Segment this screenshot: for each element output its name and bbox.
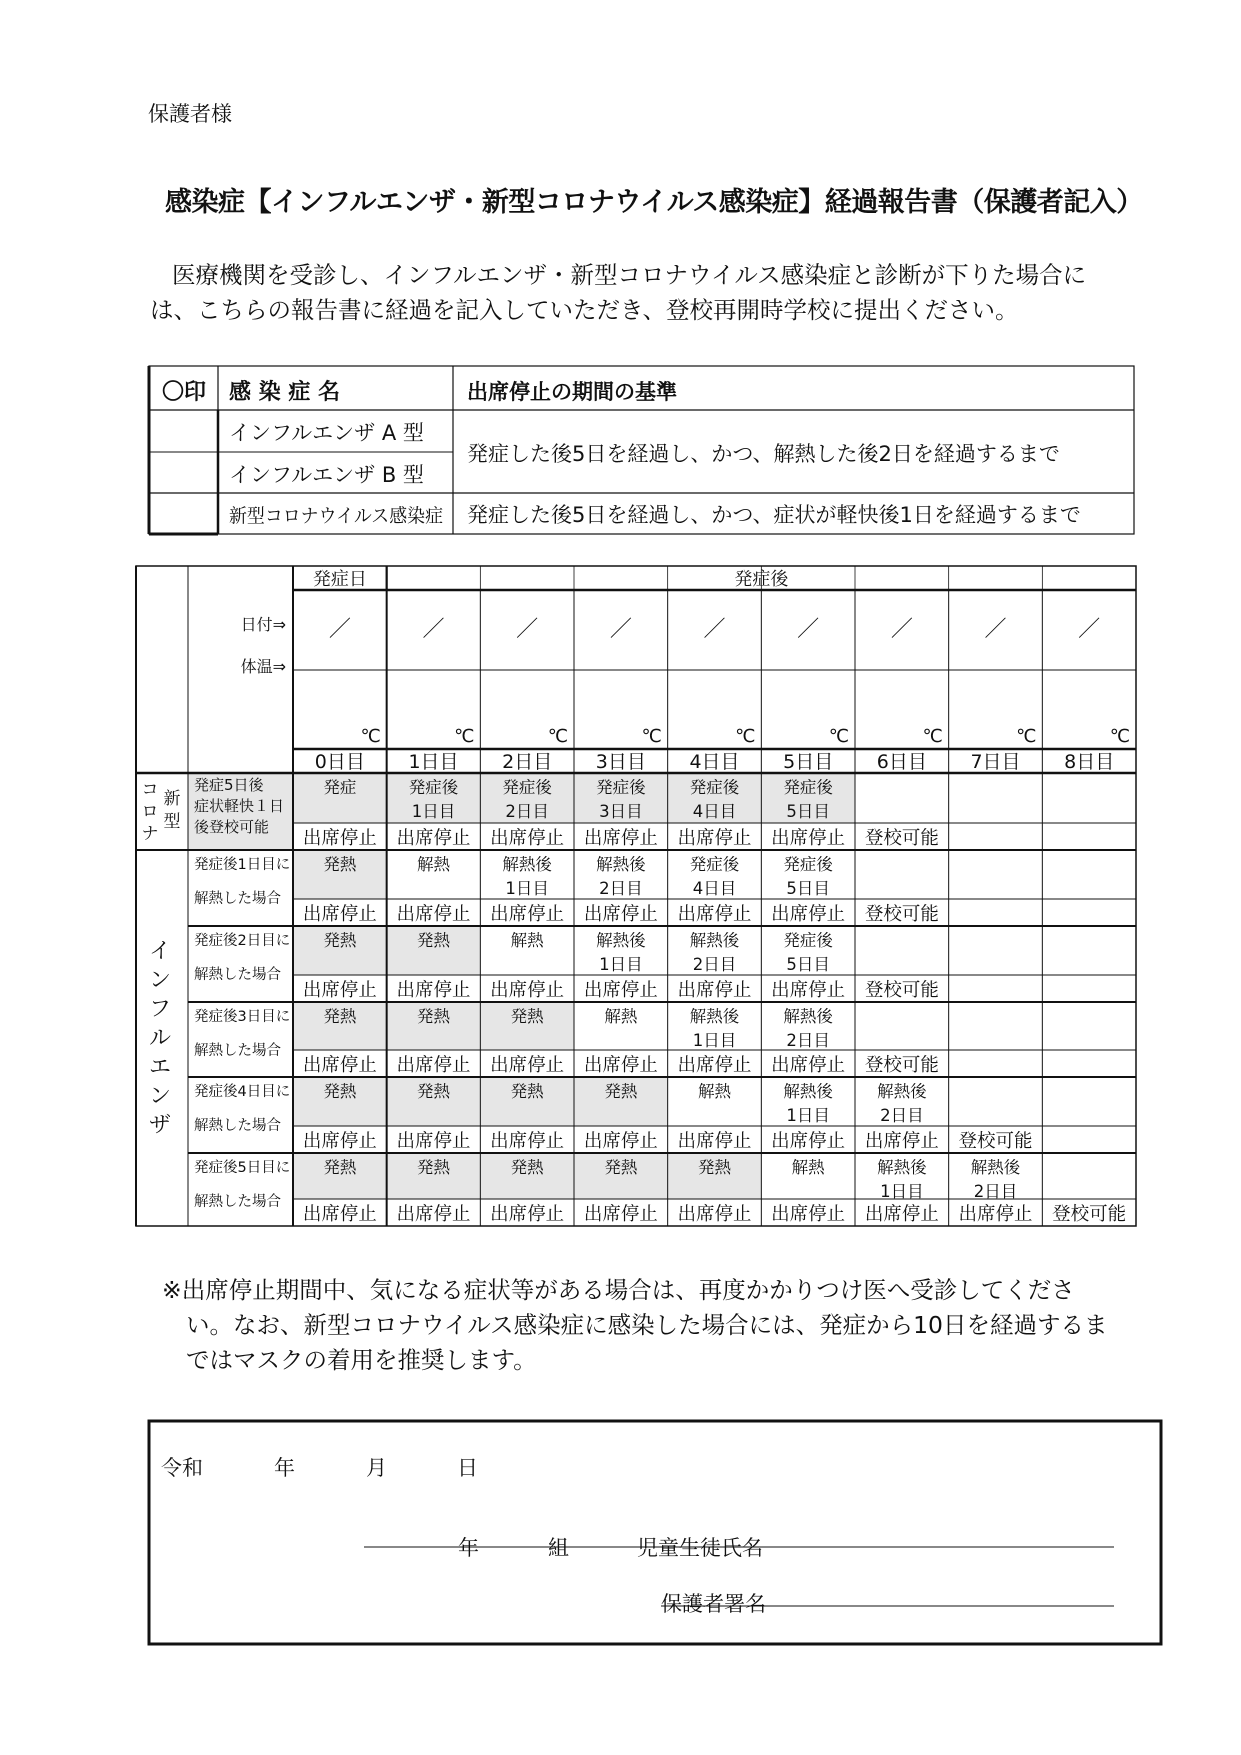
grade-label: 年	[458, 1536, 479, 1560]
student-name-label: 児童生徒氏名	[637, 1536, 763, 1560]
outcome-text: 発熱	[604, 1158, 638, 1177]
class-label: 組	[548, 1536, 569, 1560]
condition-text: 解熱した場合	[194, 1118, 281, 1134]
criteria-period-covid: 発症した後5日を経過し、かつ、症状が軽快後1日を経過するまで	[467, 503, 1081, 527]
flu-group-label: フ	[148, 997, 172, 1022]
status-suspend: 出席停止	[958, 1204, 1033, 1225]
status-suspend: 出席停止	[490, 980, 565, 1001]
day-label: 0日目	[314, 751, 365, 773]
status-suspend: 出席停止	[677, 1204, 752, 1225]
outcome-text: 2日目	[786, 1031, 830, 1050]
day-label-date: 日	[457, 1456, 478, 1480]
status-ok: 登校可能	[864, 828, 939, 849]
status-suspend: 出席停止	[771, 904, 846, 925]
year-label: 年	[274, 1456, 295, 1480]
status-suspend: 出席停止	[583, 1131, 658, 1152]
status-suspend: 出席停止	[396, 1131, 471, 1152]
status-suspend: 出席停止	[771, 1204, 846, 1225]
condition-text: 後登校可能	[194, 818, 270, 836]
condition-text: 発症5日後	[194, 776, 264, 794]
status-suspend: 出席停止	[396, 828, 471, 849]
status-suspend: 出席停止	[583, 828, 658, 849]
outcome-text: 発熱	[417, 1082, 450, 1101]
outcome-text: 発熱	[323, 855, 357, 874]
status-suspend: 出席停止	[864, 1204, 939, 1225]
temp-unit: ℃	[454, 726, 475, 747]
date-row-label: 日付⇒	[240, 615, 286, 634]
outcome-text: 5日目	[786, 955, 830, 974]
status-suspend: 出席停止	[583, 1204, 658, 1225]
condition-text: 発症後2日目に	[194, 933, 291, 949]
temp-unit: ℃	[1016, 726, 1037, 747]
status-ok: 登校可能	[864, 980, 939, 1001]
day-label: 2日目	[502, 751, 553, 773]
outcome-text: 解熱後	[783, 1007, 833, 1026]
outcome-text: 発熱	[510, 1082, 544, 1101]
status-ok: 登校可能	[958, 1131, 1033, 1152]
outcome-text: 2日目	[692, 955, 737, 974]
page-title: 感染症【インフルエンザ・新型コロナウイルス感染症】経過報告書（保護者記入）	[165, 187, 1143, 218]
outcome-text: 1日目	[599, 955, 643, 974]
status-suspend: 出席停止	[302, 1055, 377, 1076]
date-mark: ／	[703, 617, 726, 642]
day-label: 3日目	[595, 751, 646, 773]
status-suspend: 出席停止	[396, 1204, 471, 1225]
outcome-text: 解熱後	[970, 1158, 1021, 1177]
day-label: 6日目	[876, 751, 927, 773]
day-label: 7日目	[970, 751, 1021, 773]
outcome-text: 発熱	[417, 1007, 450, 1026]
outcome-text: 解熱後	[689, 931, 740, 950]
note-line-2: い。なお、新型コロナウイルス感染症に感染した場合には、発症から10日を経過するま	[186, 1311, 1108, 1339]
outcome-text: 発症後	[689, 778, 740, 797]
outcome-text: 解熱	[417, 855, 450, 874]
outcome-text: 発症後	[408, 778, 459, 797]
outcome-text: 発熱	[417, 931, 450, 950]
outcome-text: 解熱後	[783, 1082, 833, 1101]
status-suspend: 出席停止	[302, 1131, 377, 1152]
outcome-text: 1日目	[411, 802, 456, 821]
date-mark: ／	[1078, 617, 1101, 642]
outcome-text: 2日目	[973, 1182, 1018, 1201]
temp-unit: ℃	[828, 726, 849, 747]
status-suspend: 出席停止	[490, 1204, 565, 1225]
status-suspend: 出席停止	[302, 904, 377, 925]
addressee: 保護者様	[148, 102, 232, 126]
outcome-text: 4日目	[692, 879, 737, 898]
outcome-text: 発熱	[510, 1007, 544, 1026]
temp-unit: ℃	[922, 726, 943, 747]
outcome-text: 発症後	[596, 778, 646, 797]
condition-text: 発症後4日目に	[194, 1084, 291, 1100]
status-suspend: 出席停止	[677, 1131, 752, 1152]
status-suspend: 出席停止	[677, 828, 752, 849]
status-suspend: 出席停止	[490, 904, 565, 925]
intro-line-1: 医療機関を受診し、インフルエンザ・新型コロナウイルス感染症と診断が下りた場合に	[172, 261, 1087, 289]
outcome-text: 発熱	[323, 931, 357, 950]
outcome-text: 発症後	[783, 778, 833, 797]
status-suspend: 出席停止	[771, 980, 846, 1001]
outcome-text: 3日目	[599, 802, 643, 821]
outcome-text: 発熱	[604, 1082, 638, 1101]
outcome-text: 5日目	[786, 879, 830, 898]
condition-text: 発症後3日目に	[194, 1009, 291, 1025]
criteria-header-disease: 感 染 症 名	[229, 380, 340, 405]
status-ok: 登校可能	[864, 1055, 939, 1076]
note-line-1: ※出席停止期間中、気になる症状等がある場合は、再度かかりつけ医へ受診してくださ	[162, 1276, 1075, 1304]
era-label: 令和	[161, 1456, 203, 1480]
outcome-text: 1日目	[786, 1106, 830, 1125]
status-suspend: 出席停止	[771, 1131, 846, 1152]
outcome-text: 発症後	[783, 931, 833, 950]
date-mark: ／	[516, 617, 539, 642]
outcome-text: 1日目	[505, 879, 549, 898]
outcome-text: 解熱	[698, 1082, 731, 1101]
status-ok: 登校可能	[864, 904, 939, 925]
status-suspend: 出席停止	[864, 1131, 939, 1152]
condition-text: 症状軽快１日	[194, 797, 285, 815]
month-label: 月	[366, 1456, 387, 1480]
outcome-text: 発症後	[783, 855, 833, 874]
outcome-text: 発症	[323, 778, 357, 797]
covid-group-label: ロ	[141, 802, 159, 822]
flu-group-label: ル	[148, 1026, 172, 1051]
date-mark: ／	[984, 617, 1007, 642]
flu-group-label: ン	[148, 1084, 172, 1109]
outcome-text: 発熱	[323, 1158, 357, 1177]
condition-text: 解熱した場合	[194, 967, 281, 983]
note-line-3: ではマスクの着用を推奨します。	[186, 1346, 537, 1374]
criteria-header-period: 出席停止の期間の基準	[467, 380, 677, 404]
status-suspend: 出席停止	[302, 828, 377, 849]
guardian-signature-label: 保護者署名	[661, 1592, 766, 1616]
after-onset-label: 発症後	[734, 569, 789, 590]
flu-group-label: エ	[148, 1055, 172, 1080]
temp-unit: ℃	[735, 726, 756, 747]
signature-box	[149, 1421, 1161, 1644]
intro-line-2: は、こちらの報告書に経過を記入していただき、登校再開時学校に提出ください。	[150, 296, 1019, 324]
outcome-text: 発熱	[417, 1158, 450, 1177]
status-suspend: 出席停止	[302, 980, 377, 1001]
flu-group-label: ン	[148, 968, 172, 993]
outcome-text: 発症後	[689, 855, 740, 874]
outcome-text: 発症後	[502, 778, 552, 797]
note-paragraph	[162, 1273, 1122, 1378]
status-suspend: 出席停止	[396, 1055, 471, 1076]
outcome-text: 解熱	[604, 1007, 638, 1026]
outcome-text: 発熱	[323, 1007, 357, 1026]
criteria-header-mark: 〇印	[161, 380, 207, 405]
condition-text: 解熱した場合	[194, 1043, 281, 1059]
day-label: 4日目	[689, 751, 740, 773]
condition-text: 発症後1日目に	[194, 857, 291, 873]
date-mark: ／	[328, 617, 351, 642]
outcome-text: 発熱	[510, 1158, 544, 1177]
outcome-text: 2日目	[880, 1106, 924, 1125]
date-mark: ／	[609, 617, 632, 642]
date-mark: ／	[422, 617, 445, 642]
status-suspend: 出席停止	[771, 828, 846, 849]
condition-text: 発症後5日目に	[194, 1160, 291, 1176]
date-mark: ／	[797, 617, 820, 642]
condition-text: 解熱した場合	[194, 891, 281, 907]
outcome-text: 解熱後	[596, 855, 646, 874]
temp-unit: ℃	[1109, 726, 1130, 747]
outcome-text: 解熱後	[877, 1158, 927, 1177]
covid-group-label: コ	[141, 780, 159, 800]
status-ok: 登校可能	[1052, 1204, 1127, 1225]
outcome-text: 発熱	[323, 1082, 357, 1101]
temp-unit: ℃	[547, 726, 568, 747]
flu-group-label: ザ	[148, 1113, 172, 1138]
condition-text: 解熱した場合	[194, 1194, 281, 1210]
temp-unit: ℃	[360, 726, 381, 747]
criteria-disease-flu-a: インフルエンザ A 型	[229, 421, 424, 445]
flu-group-label: イ	[148, 939, 172, 964]
status-suspend: 出席停止	[396, 904, 471, 925]
status-suspend: 出席停止	[771, 1055, 846, 1076]
covid-sub-label: 新	[163, 789, 181, 809]
outcome-text: 発熱	[698, 1158, 731, 1177]
status-suspend: 出席停止	[677, 1055, 752, 1076]
outcome-text: 1日目	[880, 1182, 924, 1201]
status-suspend: 出席停止	[583, 904, 658, 925]
outcome-text: 1日目	[692, 1031, 737, 1050]
status-suspend: 出席停止	[583, 980, 658, 1001]
status-suspend: 出席停止	[490, 1055, 565, 1076]
status-suspend: 出席停止	[490, 828, 565, 849]
status-suspend: 出席停止	[677, 980, 752, 1001]
covid-sub-label: 型	[163, 812, 181, 832]
covid-group-label: ナ	[141, 824, 159, 844]
outcome-text: 解熱後	[689, 1007, 740, 1026]
criteria-period-flu: 発症した後5日を経過し、かつ、解熱した後2日を経過するまで	[467, 442, 1060, 466]
outcome-text: 解熱後	[877, 1082, 927, 1101]
day-label: 8日目	[1064, 751, 1115, 773]
status-suspend: 出席停止	[302, 1204, 377, 1225]
criteria-disease-flu-b: インフルエンザ B 型	[229, 463, 424, 487]
outcome-text: 4日目	[692, 802, 737, 821]
outcome-text: 2日目	[505, 802, 549, 821]
outcome-text: 解熱後	[502, 855, 552, 874]
status-suspend: 出席停止	[583, 1055, 658, 1076]
outcome-text: 解熱	[791, 1158, 825, 1177]
day-label: 1日目	[408, 751, 459, 773]
status-suspend: 出席停止	[396, 980, 471, 1001]
outcome-text: 2日目	[599, 879, 643, 898]
criteria-disease-covid: 新型コロナウイルス感染症	[229, 505, 456, 527]
status-suspend: 出席停止	[677, 904, 752, 925]
temp-row-label: 体温⇒	[240, 657, 286, 676]
status-suspend: 出席停止	[490, 1131, 565, 1152]
outcome-text: 解熱後	[596, 931, 646, 950]
onset-day-label: 発症日	[312, 569, 367, 590]
temp-unit: ℃	[641, 726, 662, 747]
outcome-text: 解熱	[510, 931, 544, 950]
date-mark: ／	[890, 617, 913, 642]
day-label: 5日目	[783, 751, 834, 773]
outcome-text: 5日目	[786, 802, 830, 821]
